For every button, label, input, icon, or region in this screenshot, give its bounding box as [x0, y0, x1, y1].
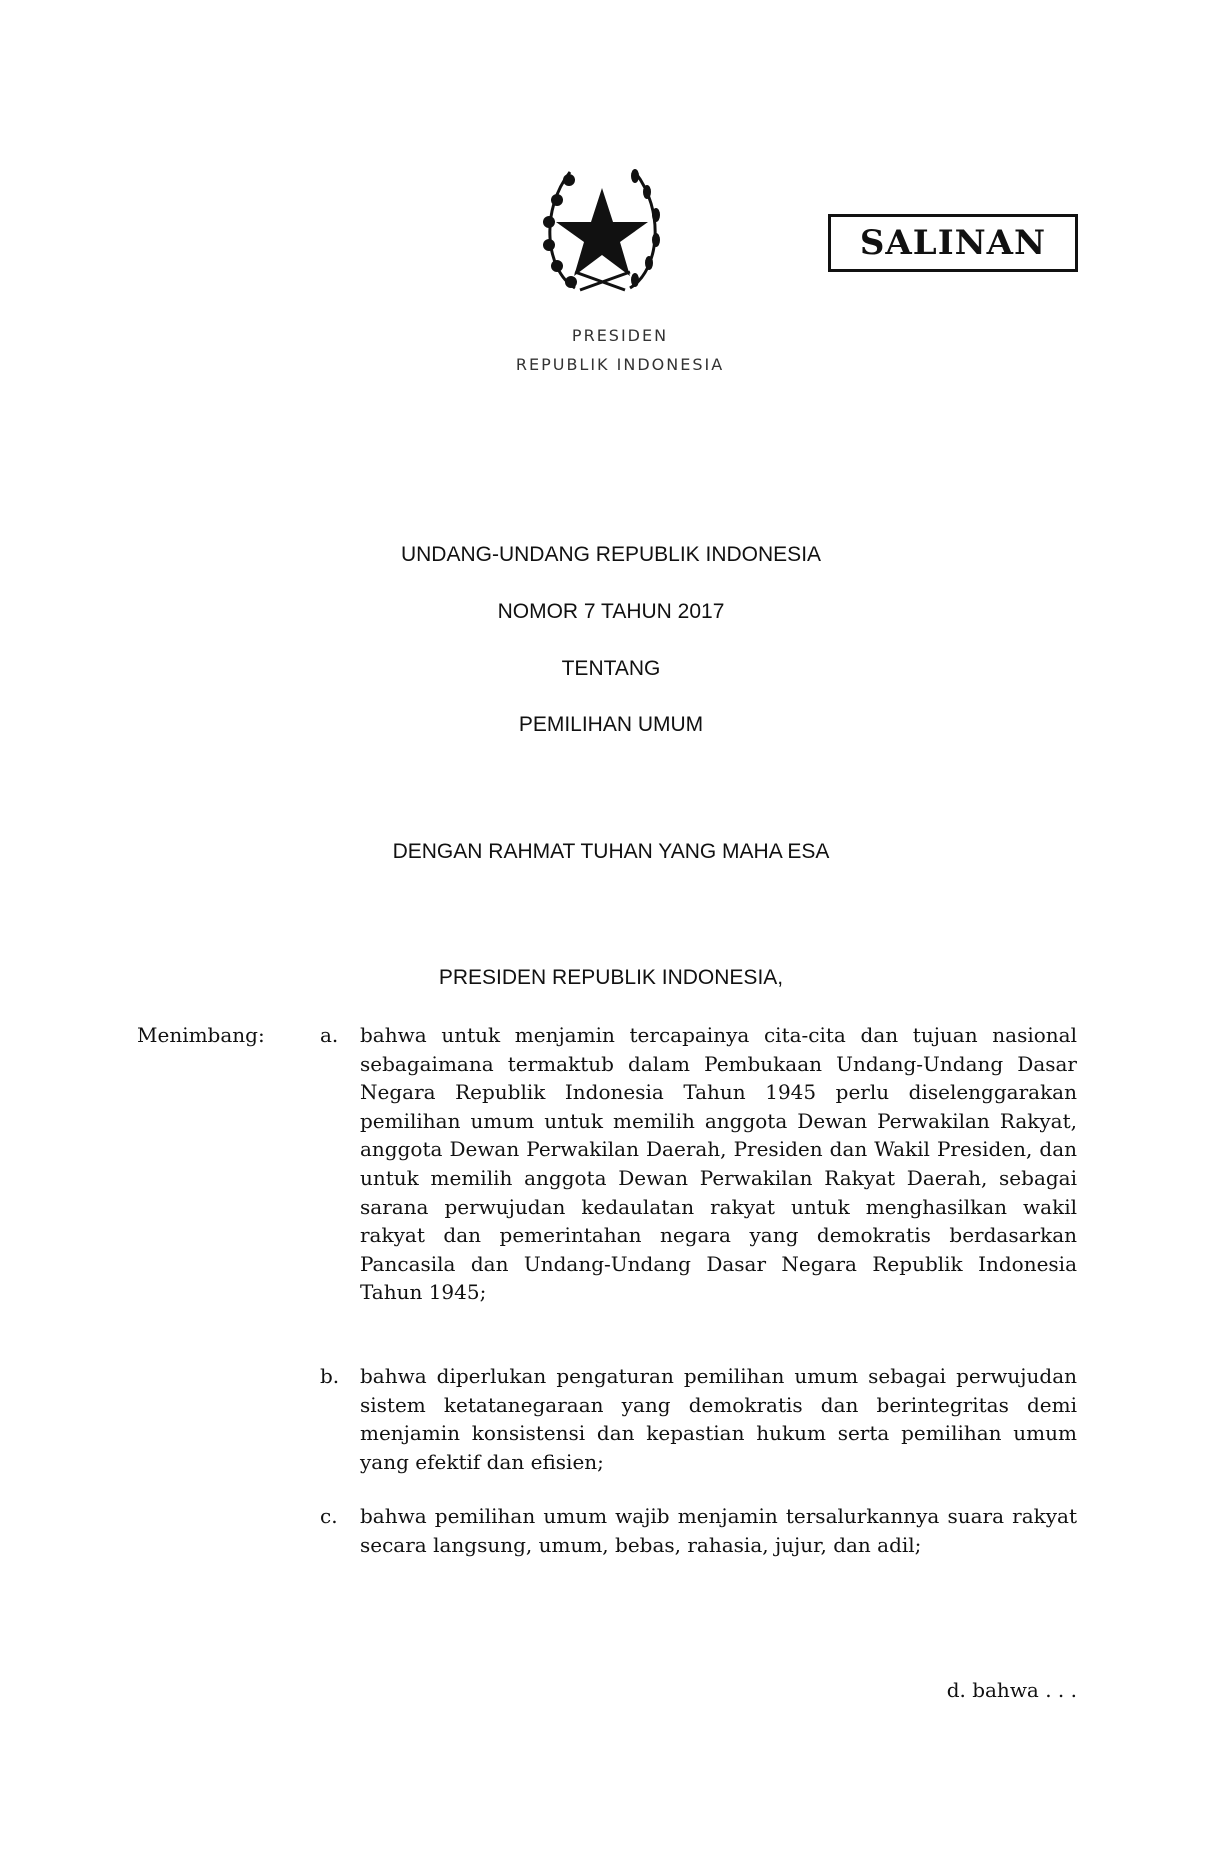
considerations-label: Menimbang: — [137, 1023, 265, 1047]
invocation: DENGAN RAHMAT TUHAN YANG MAHA ESA — [392, 840, 830, 863]
item-marker: c. — [320, 1504, 338, 1528]
office-line-1: PRESIDEN — [571, 326, 669, 345]
item-marker: a. — [320, 1023, 339, 1047]
consideration-c: bahwa pemilihan umum wajib menjamin tersalurkannya suara rakyat secara langsung, umum, bebas, rahasia, jujur, dan adil; — [360, 1504, 1077, 1557]
law-title: UNDANG-UNDANG REPUBLIK INDONESIA — [400, 543, 822, 566]
consideration-a: bahwa untuk menjamin tercapainya cita-cita dan tujuan nasional sebagaimana termaktub dalam Pembukaan Undang-Undang Dasar Negara Republik Indonesia Tahun 1945 perlu diselenggarakan pemilihan umum untuk memilih anggota Dewan Perwakilan Rakyat, anggota Dewan Perwakilan Daerah, Presiden dan Wakil Presiden, dan untuk memilih anggota Dewan Perwakilan Rakyat Daerah, sebagai sarana perwujudan kedaulatan rakyat untuk menghasilkan wakil rakyat dan pemerintahan negara yang demokratis berdasarkan Pancasila dan Undang-Undang Dasar Negara Republik Indonesia Tahun 1945; — [360, 1023, 1077, 1305]
salinan-stamp: SALINAN — [828, 214, 1078, 272]
presidential-emblem — [535, 160, 670, 300]
law-number: NOMOR 7 TAHUN 2017 — [497, 600, 725, 623]
page-continuation: d. bahwa . . . — [946, 1678, 1077, 1702]
about-heading: TENTANG — [561, 657, 661, 680]
consideration-b: bahwa diperlukan pengaturan pemilihan umum sebagai perwujudan sistem ketatanegaraan yang demokratis dan berintegritas demi menjamin konsistensi dan kepastian hukum serta pemilihan umum yang efektif dan efisien; — [360, 1364, 1077, 1474]
law-subject: PEMILIHAN UMUM — [518, 713, 704, 736]
item-marker: b. — [320, 1364, 340, 1388]
issuer: PRESIDEN REPUBLIK INDONESIA, — [438, 966, 784, 989]
office-line-2: REPUBLIK INDONESIA — [515, 355, 725, 374]
